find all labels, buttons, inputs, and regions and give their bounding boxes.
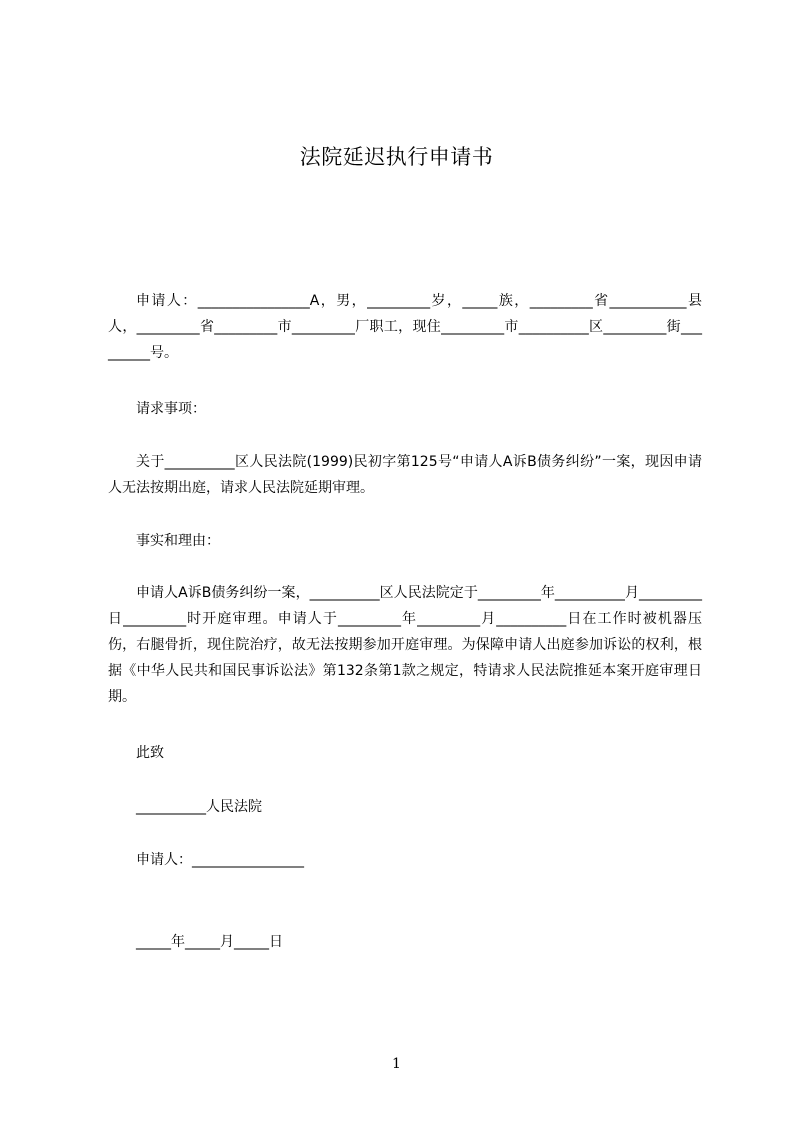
applicant-paragraph: 申请人：________________A，男，_________岁，_____族，_________省___________县人，_________省_________市_________厂职工，现住_________市__________区_________街_________号。 bbox=[108, 293, 702, 361]
date-line: _____年_____月_____日 bbox=[136, 934, 283, 950]
court-line: __________人民法院 bbox=[136, 799, 262, 815]
request-paragraph: 关于__________区人民法院(1999)民初字第125号“申请人A诉B债务纠纷”一案，现因申请人无法按期出庭，请求人民法院延期审理。 bbox=[108, 454, 702, 496]
signature-line: 申请人：________________ bbox=[136, 852, 304, 868]
facts-paragraph: 申请人A诉B债务纠纷一案，__________区人民法院定于_________年__________月_________日_________时开庭审理。申请人于_________年_________月__________日在工作时被机器压伤，右腿骨折，现住院治疗，故无法按期参加开庭审理。为保障申请人出庭参加诉讼的权利，根据《中华人民共和国民事诉讼法》第132条第1款之规定，特请求人民法院推延本案开庭审理日期。 bbox=[108, 585, 702, 705]
facts-heading: 事实和理由： bbox=[136, 533, 220, 549]
request-heading: 请求事项： bbox=[136, 401, 206, 417]
page-number: 1 bbox=[392, 1056, 401, 1072]
document-title: 法院延迟执行申请书 bbox=[299, 145, 494, 169]
closing-salutation: 此致 bbox=[136, 745, 164, 761]
